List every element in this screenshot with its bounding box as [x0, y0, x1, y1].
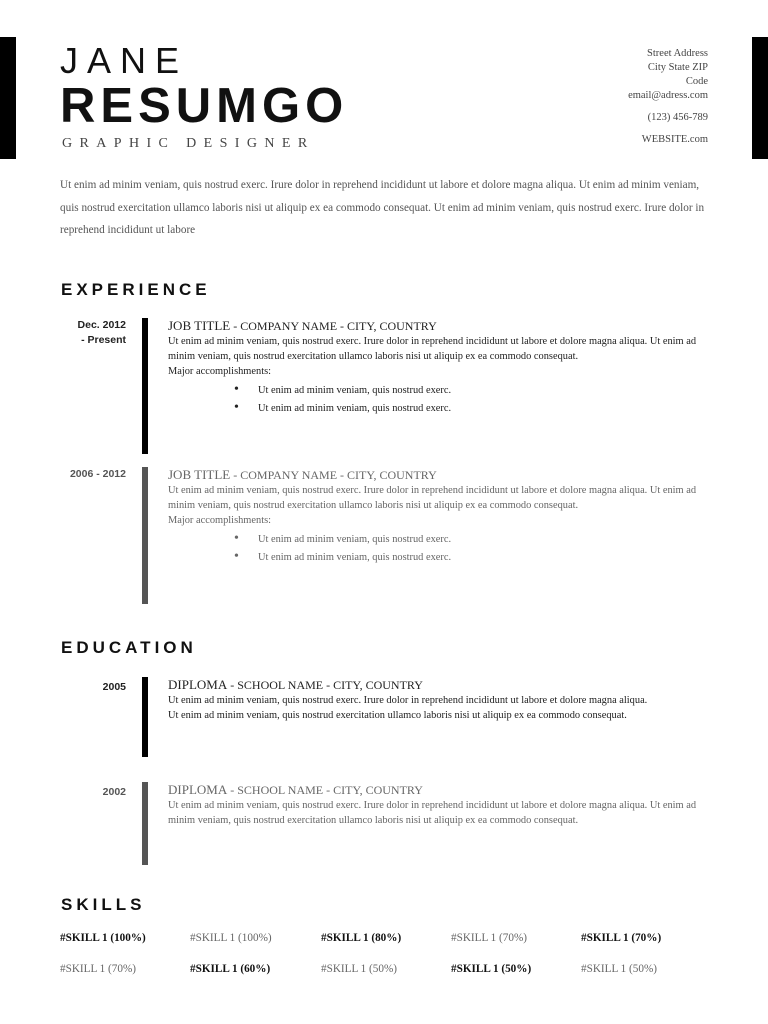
contact-street: Street Address: [647, 48, 708, 59]
accomplishments-list: [168, 532, 698, 565]
skills-heading: SKILLS: [61, 895, 146, 914]
experience-heading: EXPERIENCE: [61, 280, 211, 299]
date-start: Dec. 2012: [77, 319, 126, 331]
job-title: JOB TITLE: [168, 318, 231, 333]
contact-phone: (123) 456-789: [647, 112, 708, 123]
education-body: [168, 677, 658, 723]
diploma-title: DIPLOMA: [168, 782, 228, 797]
skill-item: #SKILL 1 (50%): [321, 963, 398, 975]
list-item: • Ut enim ad minim veniam, quis nostrud exerc.: [258, 401, 698, 416]
job-role: GRAPHIC DESIGNER: [62, 136, 315, 151]
experience-heading-line: [168, 467, 698, 483]
skill-item: #SKILL 1 (50%): [451, 963, 532, 975]
school-info: - SCHOOL NAME - CITY, COUNTRY: [227, 678, 423, 692]
skill-item: #SKILL 1 (100%): [60, 932, 146, 944]
experience-date: [40, 467, 126, 482]
education-description: Ut enim ad minim veniam, quis nostrud exerc. Irure dolor in reprehend incididunt ut labore et dolore magna aliqua. Ut enim ad minim veniam, quis nostrud exercitation ullamco laboris nisi ut aliquip ex ea commodo consequat.: [168, 695, 648, 721]
education-date: 2005: [102, 681, 126, 693]
list-item: • Ut enim ad minim veniam, quis nostrud exerc.: [258, 532, 698, 547]
experience-body: [168, 318, 698, 419]
education-heading-line: [168, 677, 658, 693]
job-description: Ut enim ad minim veniam, quis nostrud exerc. Irure dolor in reprehend incididunt ut labore et dolore magna aliqua. Ut enim ad minim veniam, quis nostrud exercitation ullamco laboris nisi ut aliquip ex ea commodo consequat.: [168, 336, 697, 362]
last-name: RESUMGO: [60, 79, 349, 133]
list-item: • Ut enim ad minim veniam, quis nostrud exerc.: [258, 550, 698, 565]
skills-row: [60, 932, 720, 963]
list-item: • Ut enim ad minim veniam, quis nostrud exerc.: [258, 383, 698, 398]
job-title: JOB TITLE: [168, 467, 231, 482]
timeline-bar: [142, 467, 148, 604]
timeline-bar: [142, 782, 148, 865]
education-description: Ut enim ad minim veniam, quis nostrud exerc. Irure dolor in reprehend incididunt ut labore et dolore magna aliqua. Ut enim ad minim veniam, quis nostrud exercitation ullamco laboris nisi ut aliquip ex ea commodo consequat.: [168, 800, 697, 826]
experience-date: [40, 318, 126, 348]
date-end: - Present: [81, 334, 126, 346]
timeline-bar: [142, 318, 148, 454]
education-body: [168, 782, 698, 828]
skill-item: #SKILL 1 (70%): [60, 963, 137, 975]
date-range: 2006 - 2012: [69, 468, 126, 480]
company-info: - COMPANY NAME - CITY, COUNTRY: [230, 319, 437, 333]
school-info: - SCHOOL NAME - CITY, COUNTRY: [227, 783, 423, 797]
profile-summary: Ut enim ad minim veniam, quis nostrud exerc. Irure dolor in reprehend incididunt ut labore et dolore magna aliqua. Ut enim ad minim veniam, quis nostrud exercitation ullamco laboris nisi ut aliquip ex ea commodo consequat. Ut enim ad minim veniam, quis nostrud exerc. Irure dolor in reprehend incididunt ut labore: [60, 179, 705, 236]
job-description: Ut enim ad minim veniam, quis nostrud exerc. Irure dolor in reprehend incididunt ut labore et dolore magna aliqua. Ut enim ad minim veniam, quis nostrud exercitation ullamco laboris nisi ut aliquip ex ea commodo consequat.: [168, 485, 697, 511]
contact-zip: Code: [685, 76, 708, 87]
skill-item: #SKILL 1 (60%): [190, 963, 271, 975]
timeline-bar: [142, 677, 148, 757]
contact-block: [598, 47, 708, 147]
right-accent-bar: [752, 37, 768, 159]
skill-item: #SKILL 1 (70%): [581, 932, 662, 944]
first-name: JANE: [60, 40, 189, 81]
accomplishments-list: [168, 383, 698, 416]
experience-body: [168, 467, 698, 568]
skills-row: [60, 963, 720, 994]
left-accent-bar: [0, 37, 16, 159]
skill-item: #SKILL 1 (70%): [451, 932, 528, 944]
accomplishments-label: Major accomplishments:: [168, 515, 272, 526]
education-heading-line: [168, 782, 698, 798]
contact-city: City State ZIP: [647, 62, 708, 73]
skill-item: #SKILL 1 (80%): [321, 932, 402, 944]
skill-item: #SKILL 1 (100%): [190, 932, 272, 944]
accomplishments-label: Major accomplishments:: [168, 366, 272, 377]
education-heading: EDUCATION: [61, 638, 197, 657]
company-info: - COMPANY NAME - CITY, COUNTRY: [230, 468, 437, 482]
contact-email[interactable]: email@adress.com: [628, 90, 708, 101]
education-date: 2002: [102, 786, 126, 798]
diploma-title: DIPLOMA: [168, 677, 228, 692]
contact-website[interactable]: WEBSITE.com: [641, 134, 708, 145]
skill-item: #SKILL 1 (50%): [581, 963, 658, 975]
experience-heading-line: [168, 318, 698, 334]
skills-grid: [60, 932, 720, 994]
